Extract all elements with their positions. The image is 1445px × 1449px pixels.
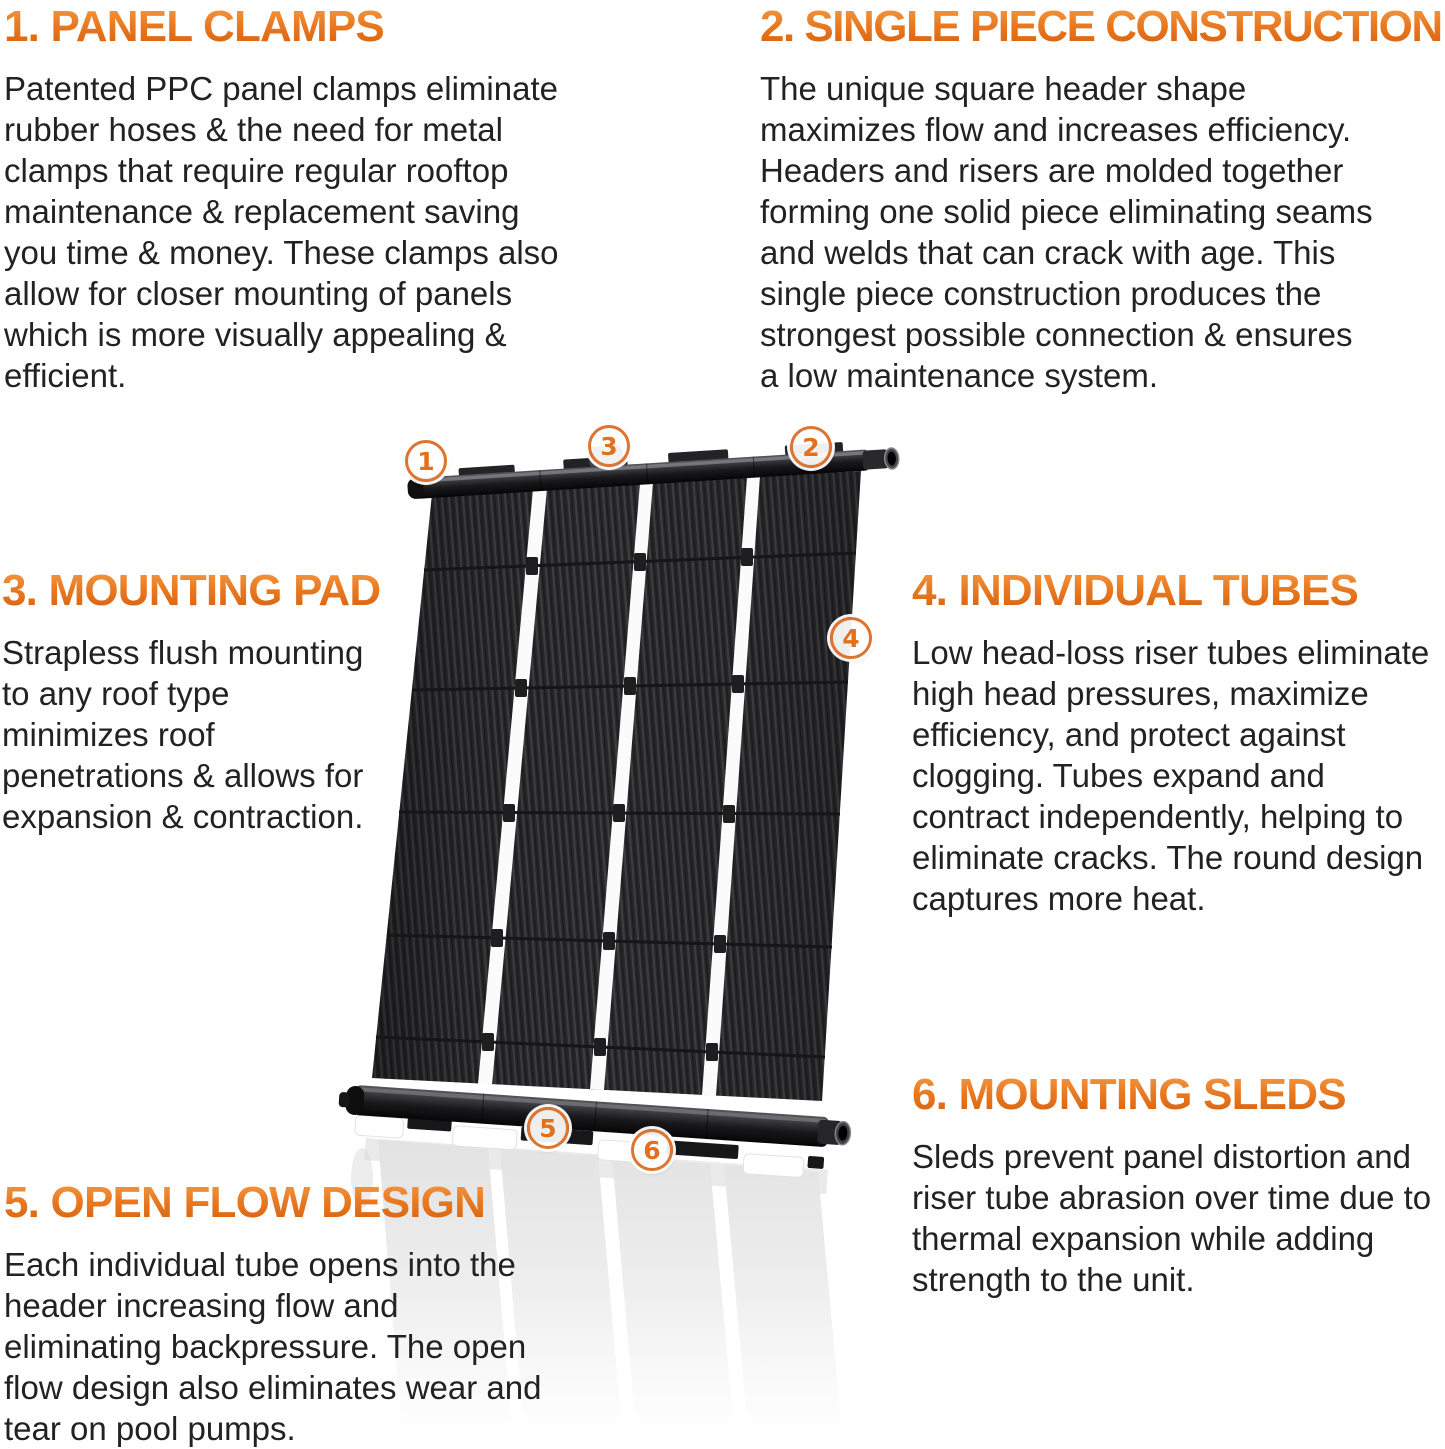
section-2-body: The unique square header shape maximizes flow and increases efficiency. Headers and risers are molded together forming one solid piece eliminating seams and welds that can crack with age. This single piece construction produces the strongest possible connection & ensures a low maintenance system.	[760, 69, 1373, 394]
section-mounting-sleds	[912, 1072, 1445, 1300]
section-3-title: 3. MOUNTING PAD	[2, 568, 402, 614]
section-6-title: 6. MOUNTING SLEDS	[912, 1072, 1445, 1118]
section-1-title: 1. PANEL CLAMPS	[4, 4, 634, 50]
top-header-port	[862, 448, 899, 471]
section-5-title: 5. OPEN FLOW DESIGN	[4, 1180, 564, 1226]
section-4-title: 4. INDIVIDUAL TUBES	[912, 568, 1445, 614]
section-panel-clamps	[4, 4, 634, 396]
section-individual-tubes	[912, 568, 1445, 919]
section-4-body: Low head-loss riser tubes eliminate high head pressures, maximize efficiency, and protect against clogging. Tubes expand and contract independently, helping to eliminate cracks. The round design captures more heat.	[912, 633, 1430, 917]
section-1-body: Patented PPC panel clamps eliminate rubber hoses & the need for metal clamps that require regular rooftop maintenance & replacement saving you time & money. These clamps also allow for closer mounting of panels which is more visually appealing & efficient.	[4, 69, 559, 394]
section-open-flow-design	[4, 1180, 564, 1449]
bottom-header-port	[817, 1120, 851, 1146]
callout-1-badge	[405, 440, 447, 482]
callout-6-label: 6	[643, 1135, 661, 1165]
panel-tube-field	[372, 471, 861, 1101]
callout-1-label: 1	[417, 446, 435, 476]
callout-2-label: 2	[802, 432, 820, 462]
section-6-body: Sleds prevent panel distortion and riser tube abrasion over time due to thermal expansion while adding strength to the unit.	[912, 1137, 1432, 1298]
callout-4-label: 4	[842, 623, 860, 653]
section-3-body: Strapless flush mounting to any roof type minimizes roof penetrations & allows for expansion & contraction.	[2, 633, 364, 835]
callout-3-badge	[588, 425, 630, 467]
section-mounting-pad	[2, 568, 402, 837]
section-5-body: Each individual tube opens into the header increasing flow and eliminating backpressure. The open flow design also eliminates wear and tear on pool pumps.	[4, 1245, 542, 1447]
callout-4-badge	[830, 617, 872, 659]
callout-5-badge	[527, 1107, 569, 1149]
section-single-piece-construction	[760, 4, 1445, 396]
callout-6-badge	[631, 1129, 673, 1171]
callout-2-badge	[790, 426, 832, 468]
callout-3-label: 3	[600, 431, 618, 461]
callout-5-label: 5	[539, 1113, 557, 1143]
section-2-title: 2. SINGLE PIECE CONSTRUCTION	[760, 4, 1445, 50]
